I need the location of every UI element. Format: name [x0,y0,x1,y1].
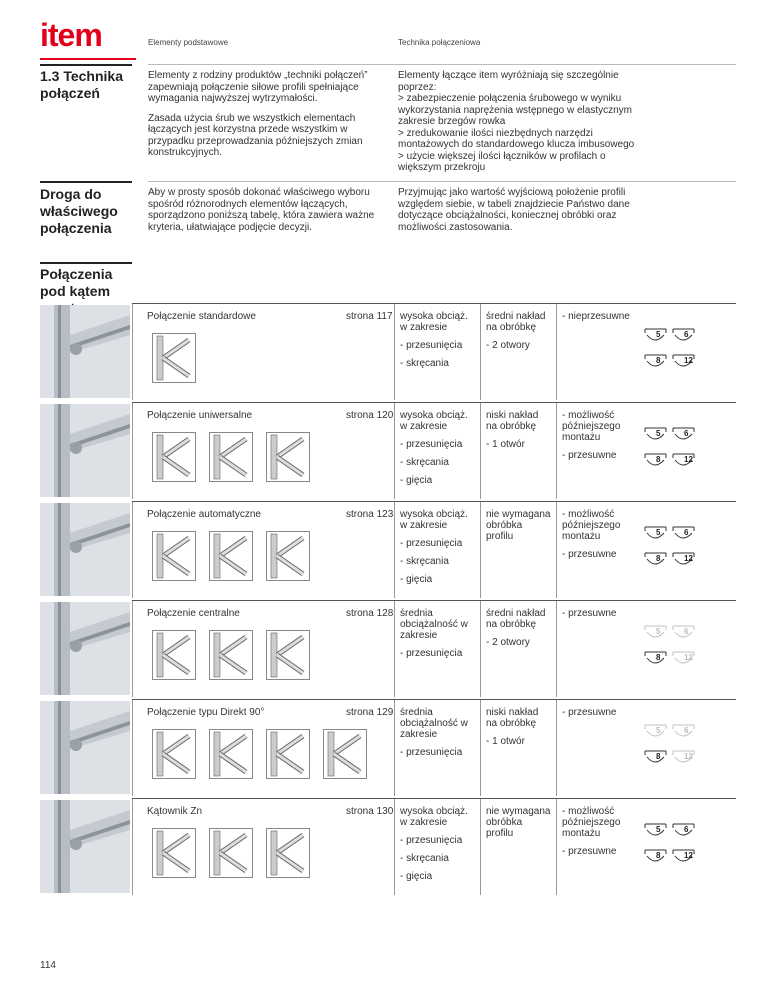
section1-col2-bullet1: > zabezpieczenie połączenia śrubowego w wyniku wykorzystania naprężenia wstępnego w elastycznym zakresie brzegów rowka [398,93,632,127]
profile-size-6-icon [672,525,695,543]
section2-col1: Aby w prosty sposób dokonać właściwego wyboru spośród różnorodnych elementów łączących, sporządzono poniższą tabelę, która zawiera ważne kryteria, ułatwiające podjęcie decyzji. [148,187,375,233]
criteria-item: średnia obciążalność w zakresie [400,707,468,740]
table-row [132,798,736,897]
criteria-work [486,509,552,549]
svg-text:6: 6 [684,726,689,735]
criteria-load [400,806,472,889]
connection-name: Połączenie automatyczne [147,509,261,520]
column-divider [132,304,133,400]
profile-size-8-icon [644,848,667,866]
page-reference[interactable]: strona 120 [346,410,394,421]
section-divider [148,181,736,182]
profile-size-12-icon [672,551,695,569]
row-divider [132,501,736,502]
svg-text:8: 8 [656,851,661,860]
svg-text:8: 8 [656,554,661,563]
section-rule [40,181,132,183]
row-divider [132,402,736,403]
connection-name: Połączenie centralne [147,608,240,619]
criteria-item: - przesuwne [562,707,617,718]
column-divider [480,403,481,499]
criteria-item: wysoka obciąż. w zakresie [400,311,468,333]
section-rule [40,64,132,66]
profile-size-5-icon [644,426,667,444]
header-right-section: Technika połączeniowa [398,38,481,47]
svg-text:item: item [40,22,102,48]
column-divider [132,799,133,895]
criteria-work [486,608,552,655]
criteria-item: średni nakład na obróbkę [486,608,546,630]
criteria-item: - skręcania [400,556,449,567]
profile-size-icons [644,327,700,381]
svg-text:12: 12 [684,653,693,662]
profile-size-6-icon [672,822,695,840]
svg-text:8: 8 [656,455,661,464]
criteria-mount [562,707,636,725]
profile-size-5-icon [644,723,667,741]
criteria-item: - przesuwne [562,549,617,560]
section1-col1-p2: Zasada użycia śrub we wszystkich elementach łączących jest korzystna przede wszystkim w przypadku przeprowadzania późniejszych zmian konstrukcyjnych. [148,112,363,158]
profile-diagram [266,630,310,680]
svg-text:5: 5 [656,429,661,438]
criteria-work [486,410,552,457]
profile-diagram [152,333,196,383]
profile-size-5-icon [644,525,667,543]
row-divider [132,303,736,304]
profile-diagram [209,531,253,581]
connection-photo [40,602,130,695]
criteria-item: wysoka obciąż. w zakresie [400,410,468,432]
criteria-item: - przesunięcia [400,439,463,450]
profile-size-12-icon [672,848,695,866]
profile-size-6-icon [672,723,695,741]
criteria-item: - 1 otwór [486,736,525,747]
profile-diagram [152,531,196,581]
section-rule [40,262,132,264]
profile-size-12-icon [672,452,695,470]
svg-text:5: 5 [656,726,661,735]
criteria-item: - możliwość późniejszego montażu [562,806,621,839]
section-title-right-connection: Droga do właściwego połączenia [40,186,118,236]
section-divider [148,64,736,65]
section1-col2-intro: Elementy łączące item wyróżniają się szczególnie poprzez: [398,70,619,93]
criteria-item: - przesunięcia [400,538,463,549]
table-row [132,402,736,501]
svg-text:8: 8 [656,752,661,761]
criteria-item: - przesunięcia [400,747,463,758]
profile-size-icons [644,624,700,678]
column-divider [394,502,395,598]
section1-col2-bullet3: > użycie większej ilości łączników w profilach o większym przekroju [398,150,606,173]
profile-size-5-icon [644,822,667,840]
criteria-item: - skręcania [400,853,449,864]
profile-size-8-icon [644,452,667,470]
criteria-item: - przesunięcia [400,340,463,351]
profile-diagram [152,729,196,779]
connection-photo [40,701,130,794]
criteria-load [400,410,472,493]
profile-size-8-icon [644,650,667,668]
column-divider [556,700,557,796]
profile-size-8-icon [644,353,667,371]
profile-size-6-icon [672,426,695,444]
row-divider [132,798,736,799]
profile-size-icons [644,723,700,777]
criteria-item: wysoka obciąż. w zakresie [400,509,468,531]
column-divider [556,799,557,895]
svg-text:12: 12 [684,851,693,860]
criteria-item: - przesuwne [562,450,617,461]
criteria-work [486,707,552,754]
item-logo [40,22,136,48]
profile-diagram [209,630,253,680]
column-divider [394,601,395,697]
column-divider [556,502,557,598]
profile-diagram [266,729,310,779]
profile-size-12-icon [672,353,695,371]
svg-text:5: 5 [656,825,661,834]
criteria-item: średnia obciążalność w zakresie [400,608,468,641]
svg-text:12: 12 [684,554,693,563]
column-divider [394,403,395,499]
svg-text:8: 8 [656,653,661,662]
connection-name: Kątownik Zn [147,806,203,817]
criteria-mount [562,509,636,567]
svg-text:6: 6 [684,330,689,339]
profile-size-5-icon [644,327,667,345]
profile-diagram [209,432,253,482]
profile-diagram [152,828,196,878]
column-divider [556,304,557,400]
criteria-item: - przesunięcia [400,648,463,659]
profile-size-icons [644,525,700,579]
criteria-item: wysoka obciąż. w zakresie [400,806,468,828]
criteria-item: - przesuwne [562,608,617,619]
profile-diagram [266,531,310,581]
profile-diagram [209,729,253,779]
criteria-item: - przesuwne [562,846,617,857]
column-divider [480,502,481,598]
column-divider [132,601,133,697]
column-divider [132,502,133,598]
column-divider [556,601,557,697]
profile-size-12-icon [672,749,695,767]
criteria-item: nie wymagana obróbka profilu [486,806,551,839]
page-reference[interactable]: strona 117 [346,311,393,322]
profile-size-6-icon [672,624,695,642]
criteria-mount [562,410,636,468]
column-divider [480,799,481,895]
column-divider [480,304,481,400]
table-row [132,501,736,600]
criteria-item: - 1 otwór [486,439,525,450]
profile-diagram [266,432,310,482]
row-divider [132,600,736,601]
svg-text:6: 6 [684,429,689,438]
profile-size-icons [644,426,700,480]
section1-col2 [398,70,638,174]
criteria-item: - możliwość późniejszego montażu [562,410,621,443]
svg-text:12: 12 [684,455,693,464]
profile-diagram [152,432,196,482]
column-divider [480,700,481,796]
page-reference[interactable]: strona 123 [346,509,394,520]
page-reference[interactable]: strona 129 [346,707,394,718]
column-divider [480,601,481,697]
section-title-right-angle: Połączenia pod kątem [40,266,113,299]
column-divider [556,403,557,499]
criteria-load [400,707,472,765]
svg-text:12: 12 [684,356,693,365]
table-row [132,303,736,402]
profile-size-8-icon [644,749,667,767]
section-title-joining-technique: 1.3 Technika połączeń [40,68,124,101]
criteria-item: niski nakład na obróbkę [486,410,539,432]
page-number: 114 [40,960,56,971]
svg-text:5: 5 [656,627,661,636]
row-divider [132,699,736,700]
profile-size-icons [644,822,700,876]
profile-diagram [209,828,253,878]
connection-photo [40,404,130,497]
svg-text:6: 6 [684,825,689,834]
section1-col1 [148,70,376,167]
criteria-item: - 2 otwory [486,340,530,351]
criteria-item: - przesunięcia [400,835,463,846]
criteria-load [400,311,472,376]
profile-size-8-icon [644,551,667,569]
section1-col2-bullet2: > zredukowanie ilości niezbędnych narzędzi montażowych do standardowego klucza imbusowego [398,127,635,150]
criteria-item: nie wymagana obróbka profilu [486,509,551,542]
criteria-item: niski nakład na obróbkę [486,707,539,729]
svg-text:5: 5 [656,330,661,339]
criteria-load [400,509,472,592]
connection-photo [40,305,130,398]
criteria-work [486,311,552,358]
connection-name: Połączenie typu Direkt 90° [147,707,265,718]
criteria-mount [562,608,636,626]
criteria-item: - 2 otwory [486,637,530,648]
profile-diagram [152,630,196,680]
criteria-item: - gięcia [400,871,433,882]
connection-photo [40,503,130,596]
criteria-work [486,806,552,846]
connection-name: Połączenie standardowe [147,311,256,322]
svg-text:5: 5 [656,528,661,537]
column-divider [132,700,133,796]
page-reference[interactable]: strona 130 [346,806,394,817]
table-row [132,699,736,798]
svg-text:6: 6 [684,528,689,537]
criteria-item: - skręcania [400,457,449,468]
criteria-mount [562,806,636,864]
profile-size-5-icon [644,624,667,642]
svg-text:6: 6 [684,627,689,636]
profile-diagram [323,729,367,779]
section1-col1-p1: Elementy z rodziny produktów „techniki połączeń” zapewniają połączenie siłowe profili spełniające wymagania najwyższej wytrzymałości. [148,70,368,104]
table-row [132,600,736,699]
logo-underline [40,58,136,60]
criteria-item: - skręcania [400,358,449,369]
criteria-item: średni nakład na obróbkę [486,311,546,333]
connection-photo [40,800,130,893]
column-divider [394,799,395,895]
header-left-section: Elementy podstawowe [148,38,229,47]
criteria-item: - nieprzesuwne [562,311,630,322]
criteria-item: - możliwość późniejszego montażu [562,509,621,542]
column-divider [394,304,395,400]
column-divider [394,700,395,796]
svg-text:12: 12 [684,752,693,761]
criteria-mount [562,311,636,329]
page-reference[interactable]: strona 128 [346,608,394,619]
profile-diagram [266,828,310,878]
svg-text:8: 8 [656,356,661,365]
profile-size-12-icon [672,650,695,668]
criteria-item: - gięcia [400,475,433,486]
criteria-load [400,608,472,666]
connection-name: Połączenie uniwersalne [147,410,253,421]
section2-col2: Przyjmując jako wartość wyjściową położenie profili względem siebie, w tabeli znajdziecie Państwo dane dotyczące obciążalności, koniecznej obróbki oraz możliwości zastosowania. [398,187,630,233]
column-divider [132,403,133,499]
criteria-item: - gięcia [400,574,433,585]
profile-size-6-icon [672,327,695,345]
